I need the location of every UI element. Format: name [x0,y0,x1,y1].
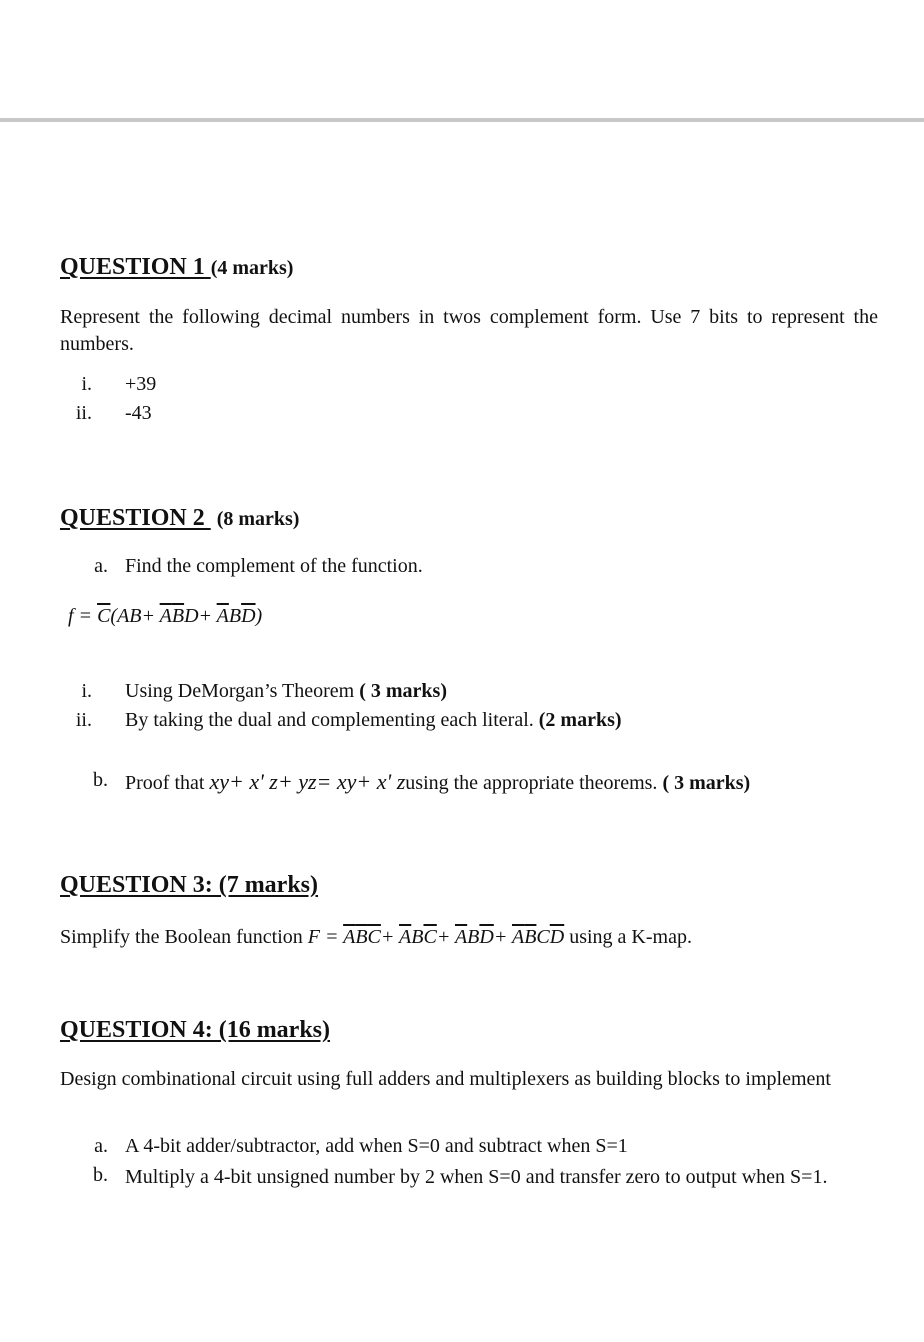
q2-function-term1: (AB+ [110,605,160,627]
q3-t4-b: $\overline{B}$ [524,926,537,948]
q2-part-b-marks: ( 3 marks) [662,772,751,794]
q2-function-prefix: f = [68,605,98,627]
q2-part-b-suffix: using the appropriate theorems. [405,772,663,794]
q2-function-abar2: $\overline{A}$ [216,605,229,627]
q1-item-1 [60,373,360,400]
q2-part-b-prefix: Proof that [125,772,210,794]
q3-plus-2: + [436,926,455,948]
q4-item-a [60,1135,878,1162]
q3-t3-a: $\overline{A}$ [454,926,468,948]
q1-title: QUESTION 1 [60,254,211,280]
q2-sub-2-num: ii. [75,709,92,731]
q2-part-a-text: Find the complement of the function. [125,555,423,577]
q2-part-a-label: a. [94,555,108,577]
q3-t2-b: B [411,926,424,948]
q1-item-1-text: +39 [125,373,157,395]
q4-heading: QUESTION 4: (16 marks) [60,1017,331,1043]
q3-text-after: using a K-map. [564,926,692,948]
q2-sub-2-text: By taking the dual and complementing each literal. [125,709,539,731]
header-divider [0,118,924,122]
q2-heading [60,505,299,532]
q1-marks: (4 marks) [210,257,294,279]
q2-part-a [60,555,660,582]
q3-text [60,926,692,949]
q3-t2-a: $\overline{A}$ [399,926,412,948]
q2-sub-2-marks: (2 marks) [538,709,622,731]
q4-item-b-text: Multiply a 4-bit unsigned number by 2 when S=0 and transfer zero to output when S=1. [125,1166,828,1188]
q3-t3-d: $\overline{D}$ [479,926,494,948]
q2-sub-2 [60,709,820,736]
q3-function [308,926,564,948]
q2-function-cbar: $\overline{C}$ [97,605,111,627]
q3-t2-c: $\overline{C}$ [423,926,437,948]
q3-plus-1: + [380,926,400,948]
q2-part-b-label: b. [93,769,108,791]
q2-function [68,605,262,628]
q2-sub-1-text: Using DeMorgan’s Theorem [125,680,360,702]
q1-item-2-num: ii. [75,402,92,424]
q1-text: Represent the following decimal numbers in twos complement form. Use 7 bits to represent the numbers. [60,306,878,355]
q4-text: Design combinational circuit using full adders and multiplexers as building blocks to implement [60,1068,831,1090]
q3-t1-c: $\overline{C}$ [367,926,381,948]
q3-t1-a: $\overline{A}$ [343,926,356,948]
q3-t4-a: $\overline{A}$ [511,926,525,948]
q3-t4-d: $\overline{D}$ [549,926,565,948]
q2-function-d1: D+ [184,605,217,627]
q3-text-before: Simplify the Boolean function [60,926,308,948]
q4-item-a-label: a. [94,1135,108,1157]
q2-marks: (8 marks) [216,508,300,530]
q2-sub-1-num: i. [81,680,92,702]
q2-sub-1 [60,680,820,707]
q3-t1-b: $\overline{B}$ [355,926,368,948]
q1-item-2-text: -43 [125,402,152,424]
q2-function-abar1: $\overline{A}$ [159,605,172,627]
q2-sub-1-marks: ( 3 marks) [359,680,447,702]
q3-heading: QUESTION 3: (7 marks) [60,872,319,898]
q4-item-b [60,1164,878,1220]
q2-function-b2: B [228,605,242,627]
q2-function-close: ) [255,605,263,627]
q1-heading [60,254,293,281]
q2-function-dbar2: $\overline{D}$ [241,605,256,627]
q3-t3-b: B [467,926,480,948]
q1-item-2 [60,402,360,429]
q3-f-prefix: F = [307,926,344,948]
q3-t4-c: C [536,926,550,948]
q4-item-b-label: b. [93,1164,108,1186]
q2-part-b-expr: xy+ x' z+ yz= xy+ x' z [209,769,406,794]
q2-part-b [60,769,880,796]
q4-item-a-text: A 4-bit adder/subtractor, add when S=0 and subtract when S=1 [125,1135,628,1157]
q2-function-bbar1: $\overline{B}$ [171,605,185,627]
q3-plus-3: + [493,926,512,948]
q1-item-1-num: i. [81,373,92,395]
q2-title: QUESTION 2 [60,505,211,531]
